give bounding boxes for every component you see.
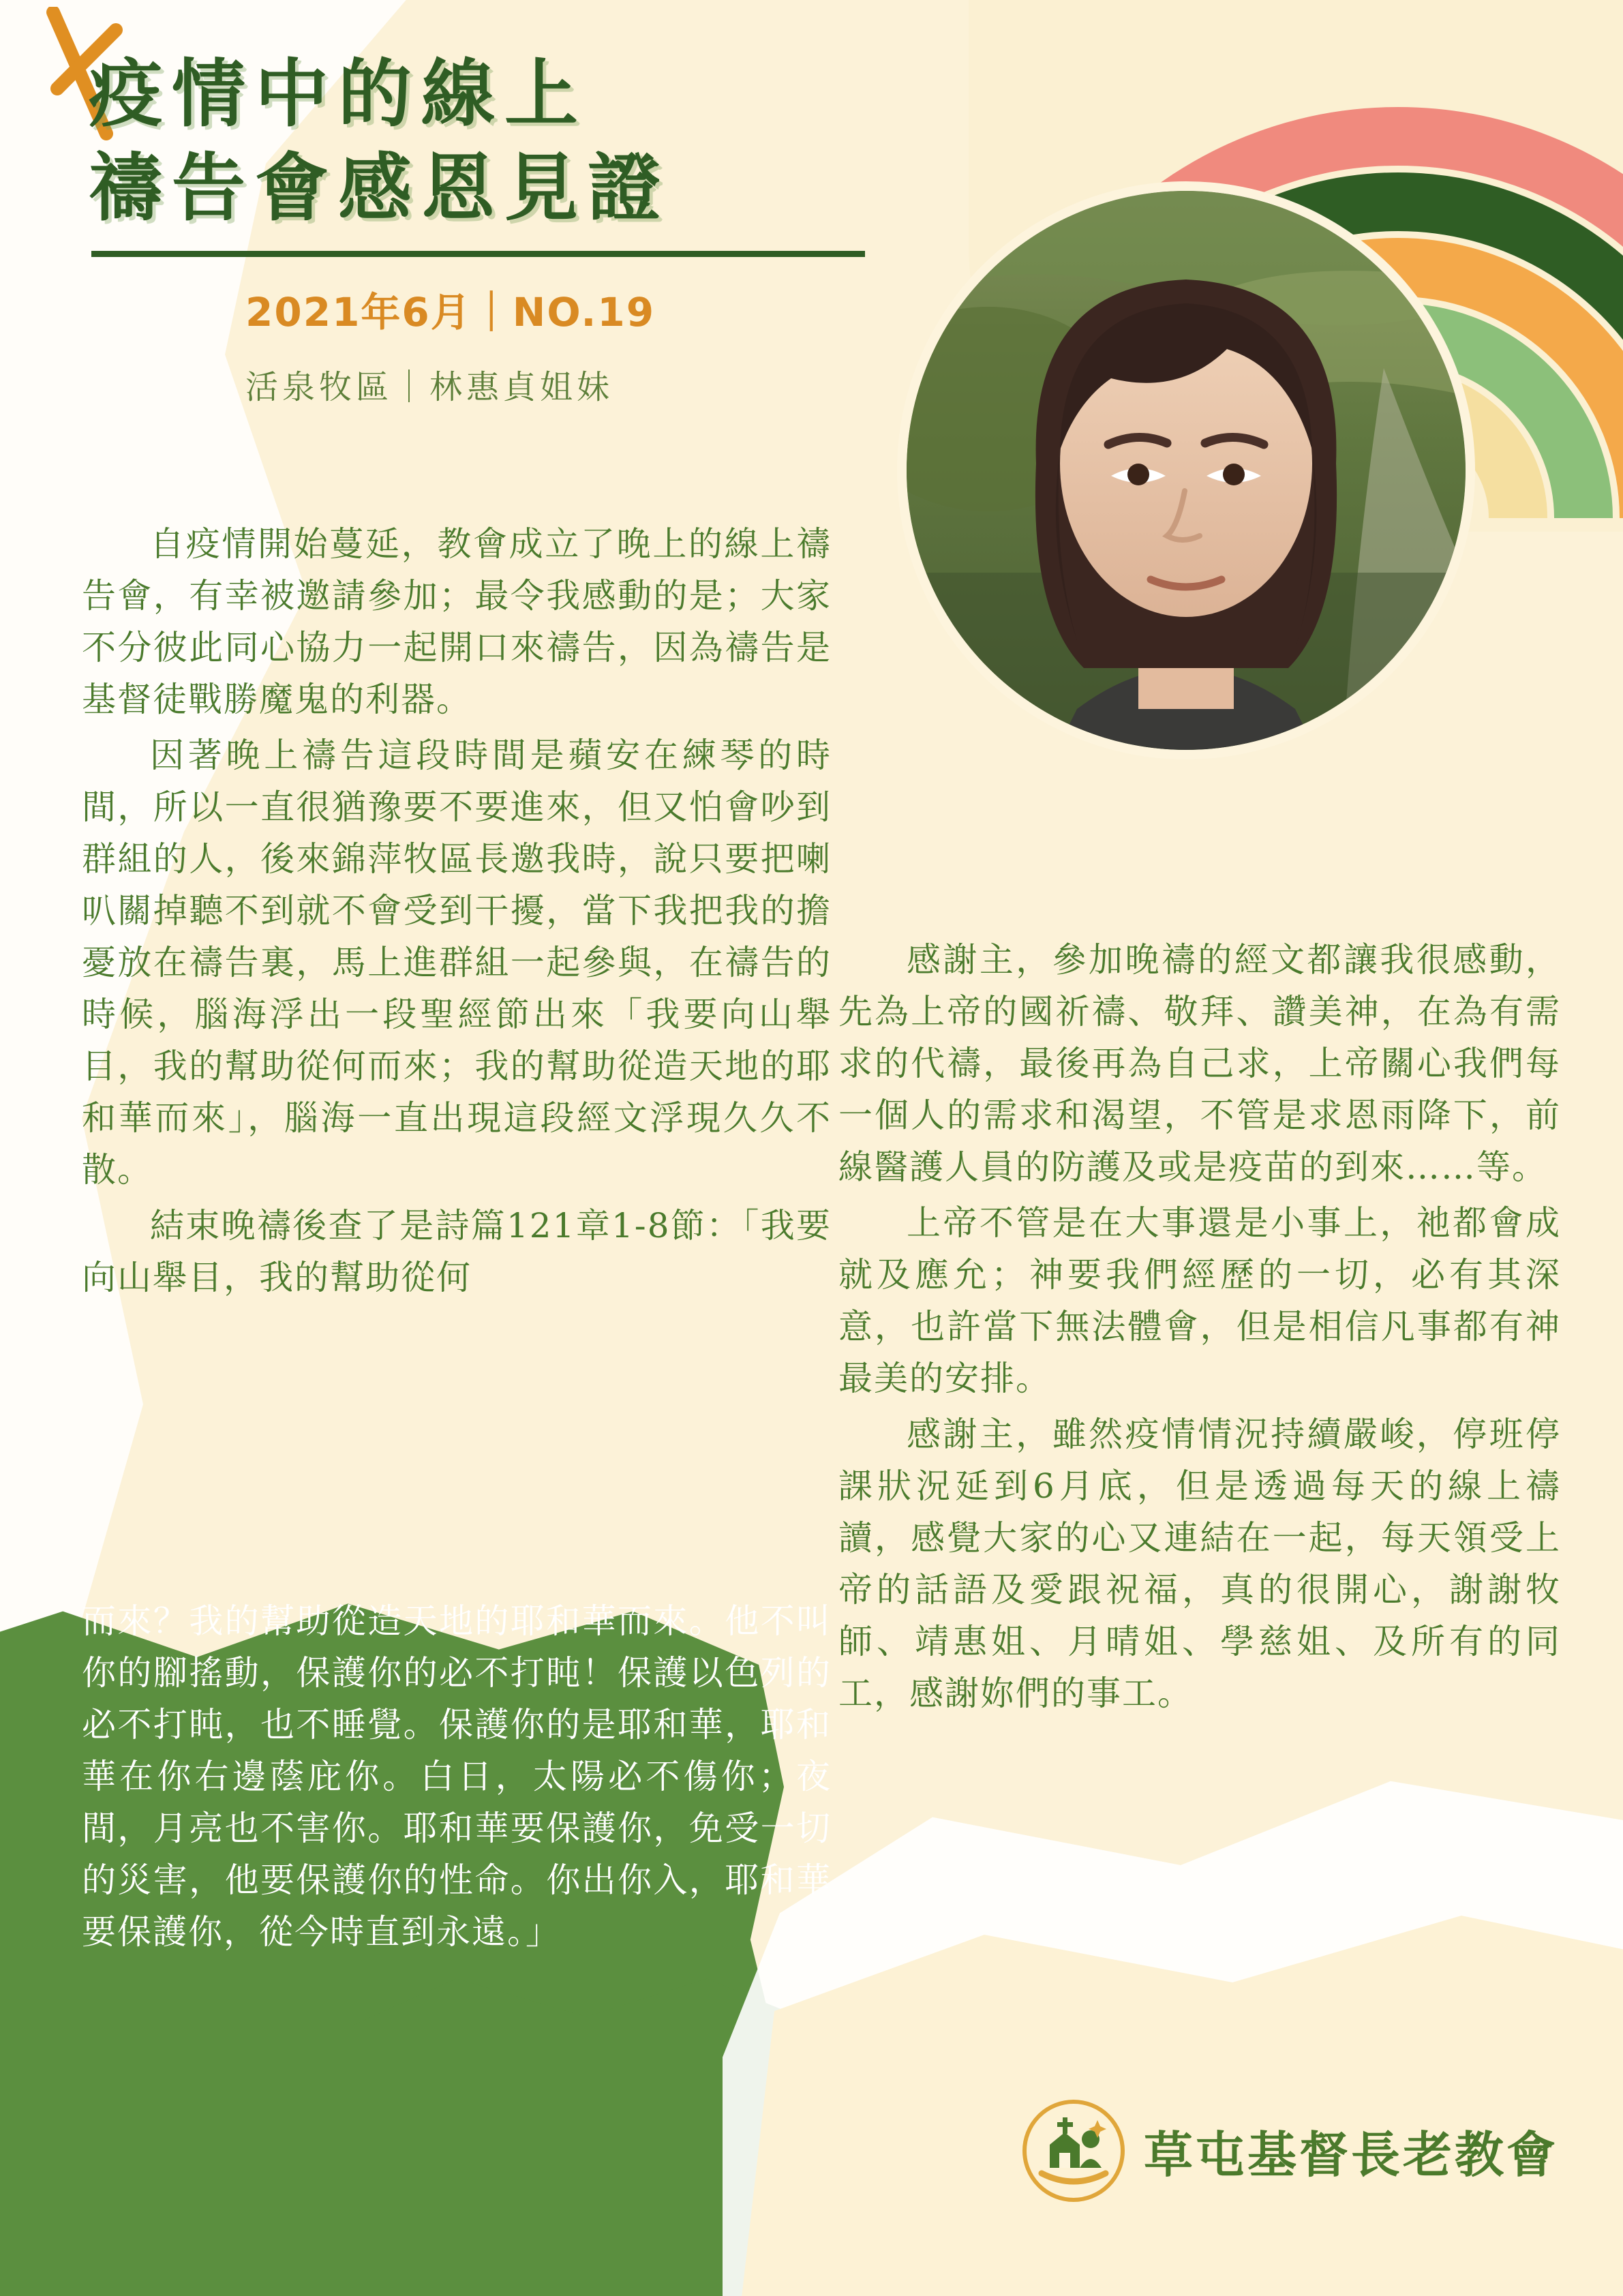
author-portrait (907, 191, 1466, 750)
paragraph: 因著晚上禱告這段時間是蘋安在練琴的時間，所以一直很猶豫要不要進來，但又怕會吵到群組的人，後來錦萍牧區長邀我時，說只要把喇叭關掉聽不到就不會受到干擾，當下我把我的擔憂放在禱告裏，馬上進群組一起參與，在禱告的時候，腦海浮出一段聖經節出來「我要向山舉目，我的幫助從何而來；我的幫助從造天地的耶和華而來」，腦海一直出現這段經文浮現久久不散。 (82, 736, 832, 1190)
article-left-column (82, 518, 832, 1308)
poster-header (89, 48, 934, 408)
church-name: 草屯基督長老教會 (1144, 2126, 1559, 2184)
article-left-column-continued (82, 1595, 832, 1958)
paragraph: 上帝不管是在大事還是小事上，祂都會成就及應允；神要我們經歷的一切，必有其深意，也許當下無法體會，但是相信凡事都有神最美的安排。 (838, 1203, 1561, 1398)
paragraph: 自疫情開始蔓延，教會成立了晚上的線上禱告會，有幸被邀請參加；最令我感動的是；大家不分彼此同心協力一起開口來禱告，因為禱告是基督徒戰勝魔鬼的利器。 (82, 524, 832, 719)
paragraph: 感謝主，參加晚禱的經文都讓我很感動，先為上帝的國祈禱、敬拜、讚美神，在為有需求的代禱，最後再為自己求，上帝關心我們每一個人的需求和渴望，不管是求恩雨降下，前線醫護人員的防護及或是疫苗的到來……等。 (838, 940, 1561, 1187)
issue-label: 2021年6月｜NO.19 (245, 289, 656, 336)
church-logo-icon (1022, 2100, 1125, 2202)
paragraph: 而來？我的幫助從造天地的耶和華而來。他不叫你的腳搖動，保護你的必不打盹！保護以色列的必不打盹，也不睡覺。保護你的是耶和華，耶和華在你右邊蔭庇你。白日，太陽必不傷你；夜間，月亮也不害你。耶和華要保護你，免受一切的災害，他要保護你的性命。你出你入，耶和華要保護你，從今時直到永遠。」 (82, 1601, 832, 1952)
paragraph: 感謝主，雖然疫情情況持續嚴峻，停班停課狀況延到6月底，但是透過每天的線上禱讀，感覺大家的心又連結在一起，每天領受上帝的話語及愛跟祝福，真的很開心，謝謝牧師、靖惠姐、月晴姐、學慈姐、及所有的同工，感謝妳們的事工。 (838, 1415, 1561, 1713)
page-title-line-2: 禱告會感恩見證 (89, 146, 671, 232)
title-divider (91, 251, 865, 257)
portrait-image (907, 191, 1466, 750)
byline-label: 活泉牧區｜林惠貞姐妹 (245, 368, 614, 407)
paragraph: 結束晚禱後查了是詩篇121章1-8節：「我要向山舉目，我的幫助從何 (82, 1206, 832, 1297)
church-logo-block (1022, 2100, 1558, 2202)
article-right-column (838, 934, 1561, 1723)
page-title-line-1: 疫情中的線上 (89, 52, 588, 137)
